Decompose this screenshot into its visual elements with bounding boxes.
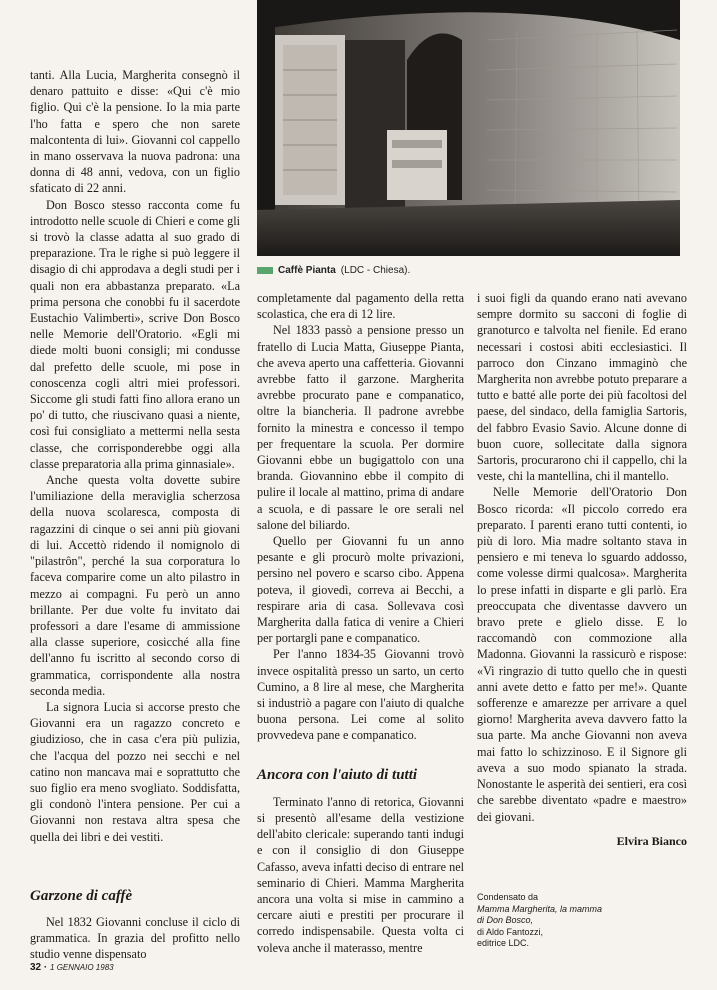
paragraph: completamente dal pagamento della retta scolastica, che era di 12 lire. [257, 291, 464, 322]
page-footer: 32 · 1 GENNAIO 1983 [30, 962, 114, 973]
issue-date: 1 GENNAIO 1983 [50, 963, 114, 972]
column-1 [30, 67, 240, 962]
source-publisher: editrice LDC. [477, 938, 530, 948]
author-byline: Elvira Bianco [616, 833, 687, 848]
section-heading: Ancora con l'aiuto di tutti [257, 766, 418, 783]
column-3 [477, 290, 687, 849]
paragraph: Nel 1832 Giovanni concluse il ciclo di grammatica. In grazia del profitto nello studio venne dispensato [30, 915, 240, 962]
caption-credit: (LDC - Chiesa). [340, 265, 411, 276]
paragraph: La signora Lucia si accorse presto che Giovanni era un ragazzo concreto e giudizioso, che in casa c'era più pulizia, che l'acqua del pozzo nei secchi e nel catino non mancava mai e soprattutto che suo figlio era meno svogliato. Soddisfatta, gli condonò l'intera pensione. Per cui a Giovanni non restava altra spesa che quella dei libri e dei vestiti. [30, 699, 240, 844]
source-book-title: Mamma Margherita, la mamma [477, 903, 603, 914]
paragraph: tanti. Alla Lucia, Margherita consegnò il denaro pattuito e disse: «Qui c'è mio figlio. Qui c'è la pensione. Io la mia parte l'ho fatta e spero che non sarete malcontenta di lui». Giovanni col cappello in mano osservava la nuova padrona: una donna di 48 anni, vedova, con un figlio sfaticato di 22 anni. [30, 68, 240, 196]
column-2 [257, 290, 464, 956]
source-note [477, 892, 677, 950]
section-heading: Garzone di caffè [30, 888, 133, 904]
paragraph: Nelle Memorie dell'Oratorio Don Bosco ricorda: «Il piccolo corredo era preparato. I parenti erano tutti contenti, io più di loro. Mia madre soltanto stava in pensiero e mi teneva lo sguardo addosso, come volesse dirmi qualcosa». Margherita lo prese infatti in disparte e gli parlò. Era preoccupata che diventasse davvero un bravo prete e glielo disse. E lo raccomandò con commozione alla Madonna. Giovanni la rassicurò e rispose: «Vi ringrazio di tutto quello che in questi anni avete detto e fatto per me!». Quante sofferenze e amarezze per arrivare a quel giorno! Margherita aveva davvero fatto la sua parte. Ma anche Giovanni non aveva mai fatto lo schizzinoso. E il Signore gli aveva a suo modo spianato la strada. Nonostante le asperità dei sentieri, era così che sarebbe diventato «padre e maestro» dei giovani. [477, 485, 687, 824]
cafe-photo [257, 0, 680, 256]
source-book-title-cont: di Don Bosco, [477, 915, 534, 925]
paragraph: Anche questa volta dovette subire l'umiliazione della meraviglia scherzosa della nuova scolaresca, composta di ragazzini di cinque o sei anni più giovani di lui. Accettò ridendo il nomignolo di "pilastrôn", perché la sua corporatura lo faceva comparire come un alto pilastro in mezzo ai compagni. Fu però un anno brillante. Per due volte fu invitato dai professori a dare l'esame di ammissione alla classe superiore, cosicché alla fine dell'anno fu iscritto al secondo corso di grammatica, corrispondente alla nostra seconda media. [30, 473, 240, 698]
paragraph: Per l'anno 1834-35 Giovanni trovò invece ospitalità presso un sarto, un certo Cumino, a 8 lire al mese, che Margherita si industriò a pagare con l'aiuto di qualche buona persona. Lei come al solito provvedeva pane e companatico. [257, 647, 464, 743]
paragraph: Quello per Giovanni fu un anno pesante e gli procurò molte privazioni, persino nel povero e scarso cibo. Appena poteva, il giovedì, correva ai Becchi, a respirare aria di casa. Sollevava così Margherita dalla fatica di venire a Chieri per portargli pane e companatico. [257, 534, 464, 646]
caption-title: Caffè Pianta [278, 265, 336, 276]
cafe-interior-image [257, 0, 680, 256]
page-number: 32 [30, 962, 42, 973]
paragraph: Nel 1833 passò a pensione presso un fratello di Lucia Matta, Giuseppe Pianta, che aveva aperto una caffetteria. Giovanni avrebbe fatto il garzone. Margherita avrebbe procurato pane e companatico, oltre la biancheria. Il padrone avrebbe fornito la minestra e concesso il tempo per frequentare la scuola. Per dormire Giovanni ebbe un bugigattolo con una branda. Giovannino ebbe il compito di pulire il locale al mattino, prima di andare a scuola, e di passare le ore serali nel salone del biliardo. [257, 323, 464, 532]
paragraph: Don Bosco stesso racconta come fu introdotto nelle scuole di Chieri e come gli si trovò la classe adatta al suo grado di preparazione. Tra le righe si può leggere il disagio di chi approdava a degli studi per i quali non era abbastanza preparato. «La prima persona che conobbi fu il sacerdote Eustachio Valimberti», scrive Don Bosco nelle Memorie dell'Oratorio. «Egli mi diede molti buoni consigli; mi condusse dal prefetto delle scuole, mi pose in conoscenza cogli altri miei professori. Siccome gli studi fatti fino allora erano un po' di tutto, che riuscivano quasi a niente, così fui consigliato a mettermi nella sesta classe, che corrisponderebbe oggi alla classe preparatoria alla prima ginnasiale». [30, 197, 240, 471]
photo-caption [257, 265, 410, 276]
source-author: di Aldo Fantozzi, [477, 926, 544, 937]
paragraph: i suoi figli da quando erano nati avevano sempre dormito su sacconi di foglie di granoturco e talvolta nel fienile. Ed erano necessari i costosi abiti ecclesiastici. Il parroco don Cinzano immaginò che Margherita non avrebbe potuto preparare a tutto e batté alle porte dei più facoltosi del paese, del sindaco, della famiglia Sartoris, del fabbro Evasio Savio. Alcune donne di buon cuore, sollecitate dalla signora Sartoris, procurarono chi il cappello, chi la veste, chi la mantellina, chi il mantello. [477, 291, 687, 484]
source-line: Condensato da [477, 892, 539, 902]
caption-marker [257, 267, 273, 274]
paragraph: Terminato l'anno di retorica, Giovanni si presentò all'esame della vestizione dell'abito clericale: superando tanti indugi e con il consiglio di don Giuseppe Cafasso, aveva infatti deciso di entrare nel seminario di Chieri. Mamma Margherita ancora una volta si mise in cammino a cercare aiuti e prestiti per procurare il corredo indispensabile. Questa volta ci voleva anche il materasso, mentre [257, 794, 464, 955]
